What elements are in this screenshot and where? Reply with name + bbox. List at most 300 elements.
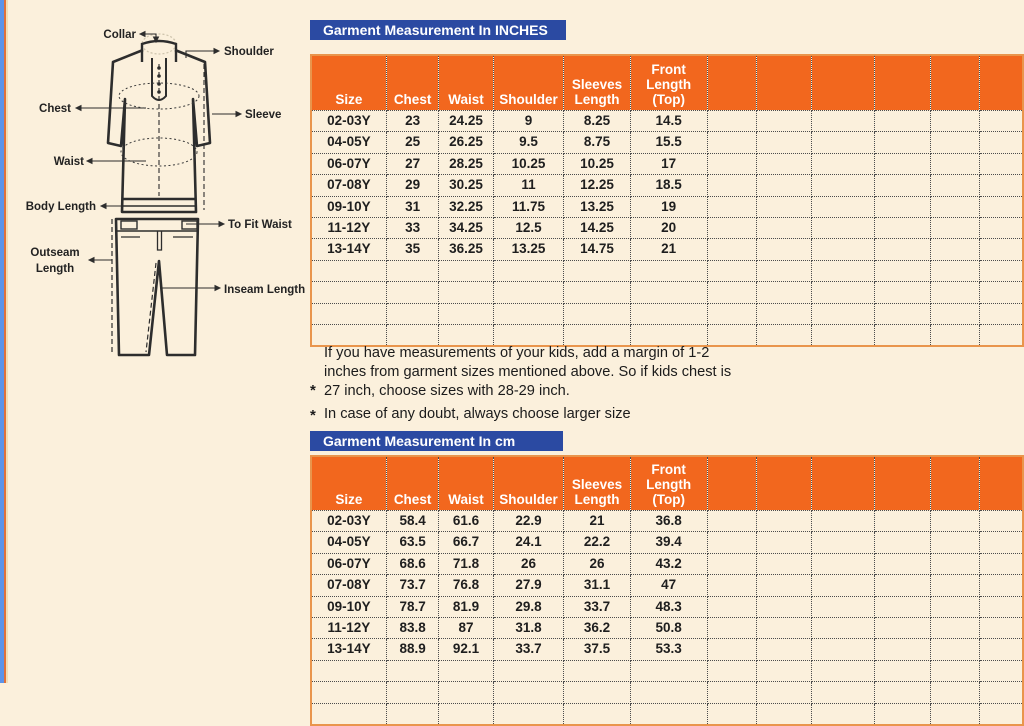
table-cell: 10.25 [493,153,564,174]
table-cell: 07-08Y [311,175,386,196]
empty-cell [757,553,812,574]
empty-cell [757,153,812,174]
empty-cell [493,660,564,681]
table-cell: 32.25 [439,196,493,217]
empty-cell [875,325,931,347]
table-row [311,618,1023,639]
empty-cell [493,260,564,281]
empty-cell [812,703,875,725]
empty-cell [875,260,931,281]
note-text: In case of any doubt, always choose larger size [324,406,631,422]
table-cell: 36.8 [630,511,707,532]
empty-cell [931,132,979,153]
empty-cell [812,132,875,153]
collar-label: Collar [103,29,136,41]
empty-cell [979,703,1023,725]
empty-cell [311,660,386,681]
empty-cell [439,703,493,725]
table-cell: 31.8 [493,618,564,639]
table-row [311,553,1023,574]
empty-cell [707,132,756,153]
cm-table [310,455,1024,726]
empty-cell [875,682,931,703]
empty-cell [979,575,1023,596]
table-cell: 04-05Y [311,132,386,153]
empty-cell [931,153,979,174]
empty-cell [931,596,979,617]
table-cell: 18.5 [630,175,707,196]
empty-cell [931,532,979,553]
table-cell: 23 [386,111,439,132]
empty-cell [386,660,439,681]
table-cell: 20 [630,218,707,239]
empty-cell [931,639,979,660]
table-cell: 14.5 [630,111,707,132]
empty-cell [757,325,812,347]
table-row [311,575,1023,596]
table-cell: 47 [630,575,707,596]
table-cell: 9 [493,111,564,132]
table-cell: 14.25 [564,218,630,239]
empty-cell [979,456,1023,511]
cm-table-title: Garment Measurement In cm [310,431,563,451]
empty-cell [707,196,756,217]
empty-cell [812,239,875,260]
empty-cell [757,282,812,303]
table-cell: 8.75 [564,132,630,153]
table-cell: 25 [386,132,439,153]
empty-cell [875,111,931,132]
table-cell: 11 [493,175,564,196]
empty-cell [707,596,756,617]
table-cell: 33.7 [564,596,630,617]
empty-cell [812,260,875,281]
col-header-chest: Chest [386,456,439,511]
empty-cell [979,682,1023,703]
table-row [311,132,1023,153]
table-cell: 29 [386,175,439,196]
empty-cell [812,55,875,111]
empty-cell [875,55,931,111]
empty-cell [707,282,756,303]
empty-cell [707,153,756,174]
table-cell: 17 [630,153,707,174]
table-cell: 33.7 [493,639,564,660]
empty-cell [707,303,756,324]
empty-cell [439,682,493,703]
header-row [311,55,1023,111]
empty-cell [707,553,756,574]
empty-cell [439,660,493,681]
col-header-size: Size [311,456,386,511]
table-cell: 28.25 [439,153,493,174]
empty-cell [630,260,707,281]
empty-cell [875,618,931,639]
table-cell: 22.2 [564,532,630,553]
table-cell: 76.8 [439,575,493,596]
empty-cell [757,196,812,217]
header-row [311,456,1023,511]
table-cell: 66.7 [439,532,493,553]
table-cell: 12.5 [493,218,564,239]
empty-cell [757,703,812,725]
table-cell: 13-14Y [311,239,386,260]
empty-cell [493,282,564,303]
empty-cell [979,175,1023,196]
empty-cell [931,260,979,281]
empty-cell [875,132,931,153]
empty-cell [931,282,979,303]
belt-loop [121,221,137,229]
table-cell: 09-10Y [311,196,386,217]
empty-cell [979,282,1023,303]
empty-cell [311,260,386,281]
table-cell: 13.25 [493,239,564,260]
table-cell: 43.2 [630,553,707,574]
empty-cell [979,260,1023,281]
empty-cell [757,456,812,511]
table-row [311,596,1023,617]
empty-cell [311,703,386,725]
empty-cell [812,456,875,511]
table-cell: 07-08Y [311,575,386,596]
empty-cell [707,511,756,532]
empty-cell [707,618,756,639]
inches-table [310,54,1024,347]
empty-cell [707,111,756,132]
empty-cell [439,260,493,281]
table-cell: 29.8 [493,596,564,617]
empty-cell [875,175,931,196]
belt-loop [182,221,197,229]
empty-cell [630,303,707,324]
empty-cell [757,260,812,281]
empty-cell [757,55,812,111]
empty-cell [931,218,979,239]
table-cell: 26 [493,553,564,574]
empty-cell [979,660,1023,681]
table-cell: 12.25 [564,175,630,196]
empty-cell [707,575,756,596]
empty-cell [875,575,931,596]
asterisk-bullet: * [310,407,316,424]
empty-cell [812,660,875,681]
empty-cell [757,532,812,553]
table-cell: 02-03Y [311,511,386,532]
empty-cell [493,703,564,725]
col-header-sleeves-length: Sleeves Length [564,456,630,511]
table-cell: 09-10Y [311,596,386,617]
table-cell: 11-12Y [311,218,386,239]
table-cell: 13-14Y [311,639,386,660]
col-header-front-length: Front Length (Top) [630,456,707,511]
empty-cell [875,703,931,725]
table-cell: 53.3 [630,639,707,660]
table-cell: 11.75 [493,196,564,217]
empty-cell [707,260,756,281]
empty-cell [979,196,1023,217]
col-header-waist: Waist [439,456,493,511]
empty-cell [757,303,812,324]
empty-cell [757,239,812,260]
table-cell: 78.7 [386,596,439,617]
table-cell: 88.9 [386,639,439,660]
table-row [311,175,1023,196]
empty-cell [630,682,707,703]
empty-cell [564,682,630,703]
empty-cell [875,596,931,617]
empty-cell [979,639,1023,660]
empty-cell [931,239,979,260]
table-cell: 24.1 [493,532,564,553]
empty-cell [757,132,812,153]
empty-cell [564,260,630,281]
inches-table-title: Garment Measurement In INCHES [310,20,566,40]
table-cell: 50.8 [630,618,707,639]
empty-cell [875,456,931,511]
table-cell: 92.1 [439,639,493,660]
table-cell: 68.6 [386,553,439,574]
table-cell: 58.4 [386,511,439,532]
empty-cell [812,553,875,574]
table-cell: 24.25 [439,111,493,132]
empty-cell [757,639,812,660]
empty-cell [931,703,979,725]
empty-cell [931,303,979,324]
empty-cell [931,682,979,703]
empty-cell [979,239,1023,260]
table-row [311,196,1023,217]
empty-cell [707,218,756,239]
empty-cell [812,532,875,553]
sleeve-label: Sleeve [245,109,282,121]
empty-cell [757,682,812,703]
table-cell: 71.8 [439,553,493,574]
table-row [311,111,1023,132]
inseam-label: Inseam Length [224,284,306,296]
table-cell: 31.1 [564,575,630,596]
empty-cell [979,618,1023,639]
note-choose-larger [310,405,748,424]
empty-cell [875,660,931,681]
table-cell: 21 [630,239,707,260]
empty-cell [707,682,756,703]
table-row [311,239,1023,260]
table-cell: 27.9 [493,575,564,596]
empty-cell [931,575,979,596]
table-cell: 04-05Y [311,532,386,553]
empty-cell [707,660,756,681]
empty-row [311,703,1023,725]
empty-cell [757,596,812,617]
empty-cell [812,325,875,347]
empty-cell [386,282,439,303]
empty-cell [812,618,875,639]
empty-cell [757,111,812,132]
empty-cell [875,153,931,174]
head-outline [142,34,176,54]
empty-cell [979,218,1023,239]
empty-cell [386,260,439,281]
empty-cell [630,660,707,681]
empty-cell [812,575,875,596]
body-length-label: Body Length [25,201,96,213]
empty-cell [931,660,979,681]
table-cell: 48.3 [630,596,707,617]
empty-cell [931,175,979,196]
empty-cell [757,575,812,596]
empty-cell [707,703,756,725]
empty-cell [812,175,875,196]
table-cell: 73.7 [386,575,439,596]
empty-cell [757,660,812,681]
table-cell: 34.25 [439,218,493,239]
table-cell: 31 [386,196,439,217]
table-cell: 37.5 [564,639,630,660]
table-cell: 14.75 [564,239,630,260]
col-header-shoulder: Shoulder [493,55,564,111]
waist-label: Waist [53,156,84,168]
empty-row [311,660,1023,681]
empty-cell [979,532,1023,553]
empty-cell [979,132,1023,153]
table-cell: 19 [630,196,707,217]
empty-cell [386,682,439,703]
outseam-label-line2: Length [35,263,75,275]
empty-cell [931,196,979,217]
table-cell: 36.2 [564,618,630,639]
empty-cell [812,303,875,324]
table-cell: 61.6 [439,511,493,532]
empty-cell [812,682,875,703]
note-measurement-margin [310,344,748,401]
left-edge-tan-line [6,0,8,683]
empty-cell [931,55,979,111]
empty-cell [979,303,1023,324]
table-row [311,511,1023,532]
table-cell: 11-12Y [311,618,386,639]
table-cell: 8.25 [564,111,630,132]
table-row [311,218,1023,239]
empty-cell [875,218,931,239]
empty-cell [386,303,439,324]
empty-cell [757,618,812,639]
table-row [311,153,1023,174]
table-cell: 35 [386,239,439,260]
empty-cell [311,282,386,303]
empty-row [311,260,1023,281]
empty-cell [812,111,875,132]
empty-row [311,282,1023,303]
empty-cell [875,532,931,553]
empty-cell [931,511,979,532]
empty-cell [979,511,1023,532]
empty-cell [564,660,630,681]
empty-cell [564,303,630,324]
garment-diagram [0,0,310,380]
empty-row [311,303,1023,324]
empty-cell [812,153,875,174]
empty-cell [812,639,875,660]
col-header-size: Size [311,55,386,111]
table-row [311,639,1023,660]
table-cell: 21 [564,511,630,532]
empty-cell [707,55,756,111]
empty-cell [707,532,756,553]
table-cell: 06-07Y [311,553,386,574]
empty-cell [812,218,875,239]
col-header-shoulder: Shoulder [493,456,564,511]
empty-cell [979,553,1023,574]
empty-cell [875,639,931,660]
empty-cell [564,703,630,725]
empty-cell [757,218,812,239]
shoulder-label: Shoulder [224,46,274,58]
table-cell: 39.4 [630,532,707,553]
col-header-waist: Waist [439,55,493,111]
empty-cell [311,303,386,324]
empty-cell [707,175,756,196]
table-cell: 36.25 [439,239,493,260]
table-cell: 81.9 [439,596,493,617]
empty-cell [757,511,812,532]
empty-cell [493,682,564,703]
table-cell: 83.8 [386,618,439,639]
col-header-front-length: Front Length (Top) [630,55,707,111]
empty-cell [812,282,875,303]
table-cell: 06-07Y [311,153,386,174]
table-row [311,532,1023,553]
chest-label: Chest [39,103,71,115]
empty-cell [875,303,931,324]
empty-cell [875,239,931,260]
table-cell: 33 [386,218,439,239]
empty-cell [875,511,931,532]
table-cell: 30.25 [439,175,493,196]
empty-cell [875,196,931,217]
empty-cell [812,196,875,217]
fly-line [158,231,162,250]
empty-cell [439,303,493,324]
empty-cell [707,456,756,511]
table-cell: 9.5 [493,132,564,153]
empty-cell [875,282,931,303]
empty-cell [630,282,707,303]
empty-cell [707,639,756,660]
empty-cell [875,553,931,574]
table-cell: 87 [439,618,493,639]
table-cell: 26 [564,553,630,574]
note-text: If you have measurements of your kids, add a margin of 1-2 inches from garment sizes mentioned above. So if kids chest is 27 inch, choose sizes with 28-29 inch. [324,345,732,399]
col-header-sleeves-length: Sleeves Length [564,55,630,111]
to-fit-waist-label: To Fit Waist [228,219,292,231]
empty-cell [630,703,707,725]
empty-cell [931,553,979,574]
empty-row [311,682,1023,703]
empty-cell [311,682,386,703]
empty-cell [931,456,979,511]
outseam-label-line1: Outseam [30,247,80,259]
empty-cell [979,111,1023,132]
table-cell: 13.25 [564,196,630,217]
empty-cell [564,282,630,303]
empty-cell [931,111,979,132]
empty-cell [979,153,1023,174]
empty-cell [493,303,564,324]
empty-cell [812,511,875,532]
empty-cell [931,618,979,639]
empty-cell [812,596,875,617]
